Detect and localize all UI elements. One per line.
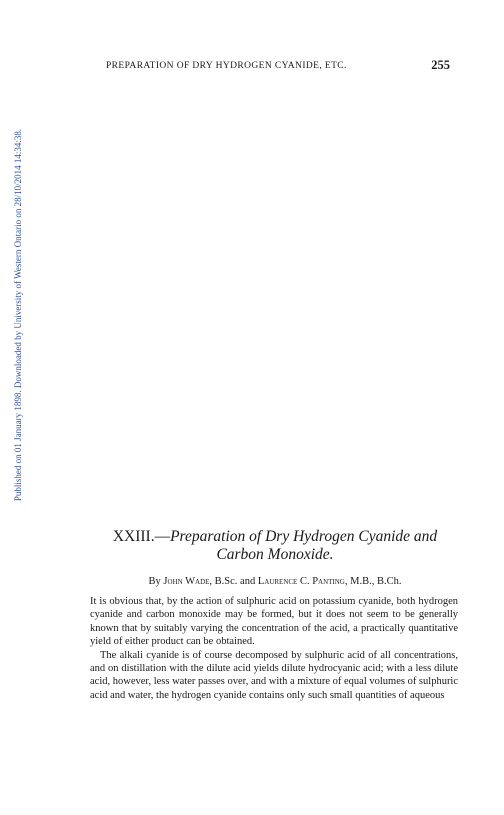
author-2-degree: M.B., B.Ch. [350, 576, 402, 587]
author-1-degree: B.Sc. [214, 576, 238, 587]
author-and: and [240, 576, 256, 587]
article-number: XXIII. [112, 528, 155, 545]
body-paragraph: It is obvious that, by the action of sulphuric acid on potassium cyanide, both hydrogen cyanide and carbon monoxide may be formed, but it does not seem to be generally known that by suitably varying the concentration of the acid, a practically quantitative yield of either product can be obtained. [90, 596, 458, 648]
body-paragraph: The alkali cyanide is of course decomposed by sulphuric acid of all concentrations, and on distillation with the dilute acid yields dilute hydrocyanic acid; with a less dilute acid, however, less water passes over, and with a mixture of equal volumes of sulphuric acid and water, the hydrogen cyanide contains only such small quantities of aqueous [90, 649, 459, 701]
title-dash: — [154, 528, 171, 545]
download-watermark-text: Published on 01 January 1898. Downloaded by University of Western Ontario on 28/10/2014 14:34:38. [13, 128, 23, 502]
download-watermark [12, 90, 24, 540]
page-number: 255 [431, 58, 450, 72]
article-title-text: Preparation of Dry Hydrogen Cyanide and Carbon Monoxide. [170, 528, 438, 563]
running-header [106, 58, 452, 76]
author-2-name: Laurence C. Panting, [257, 576, 348, 587]
article-title [90, 528, 460, 564]
author-1-name: John Wade, [163, 576, 213, 587]
author-line [90, 576, 460, 587]
running-title: PREPARATION OF DRY HYDROGEN CYANIDE, ETC. [106, 61, 347, 71]
article-body [90, 595, 458, 702]
author-by: By [148, 576, 161, 587]
